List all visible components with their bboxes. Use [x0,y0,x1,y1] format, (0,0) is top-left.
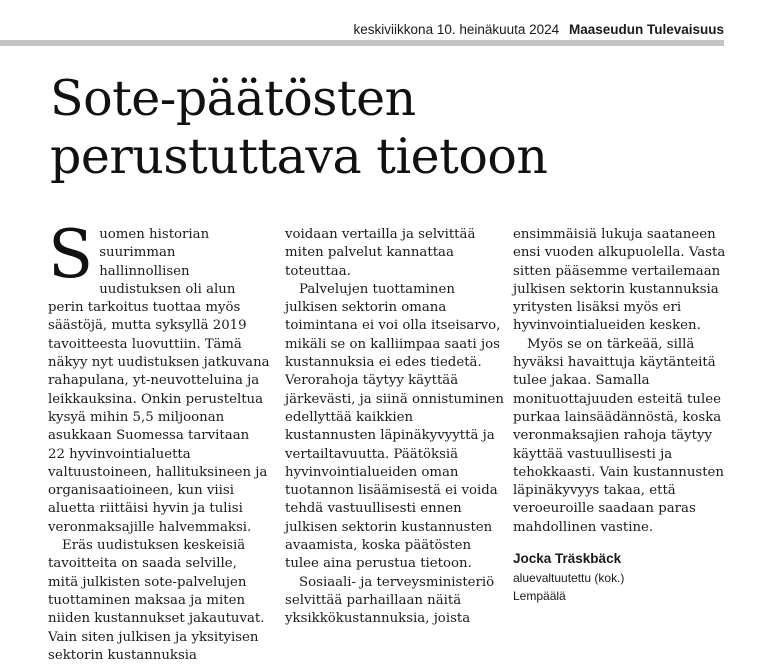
paragraph: Palvelujen tuottaminen julkisen sektorin omana toimintana ei voi olla itseisarvo, mikäli se on kalliimpaa saati jos kustannuksia ei edes tiedetä. Verorahoja täytyy käyttää järkevästi, ja siinä onnistuminen edellyttää kaikkien kustannusten läpinäkyvyyttä ja vertailtavuutta. Päätöksiä hyvinvointialueiden oman tuotannon lisäämisestä ei voida tehdä vastuullisesti ennen julkisen sektorin kustannusten avaamista, koska päätösten tulee aina perustua tietoon. [285,281,504,572]
issue-date: keskiviikkona 10. heinäkuuta 2024 [353,22,560,37]
headline-line-2: perustuttava tietoon [50,128,548,185]
header-rule [0,40,724,46]
paragraph [48,216,270,537]
author-role: aluevaltuutettu (kok.) [513,571,625,586]
article-headline [50,70,740,186]
author-location: Lempäälä [513,589,566,604]
headline-line-1: Sote-päätösten [50,70,416,127]
author-name: Jocka Träskbäck [513,551,622,567]
publication-name: Maaseudun Tulevaisuus [568,22,724,37]
paragraph: Sosiaali- ja terveysministeriö selvittää parhaillaan näitä yksikkökustannuksia, joista [285,574,495,627]
drop-cap: S [48,216,94,293]
article-column-2 [285,226,507,629]
paragraph: ensimmäisiä lukuja saataneen ensi vuoden alkupuolella. Vasta sitten pääsemme vertailemaan julkisen sektorin kustannuksia yritysten lisäksi myös eri hyvinvointialueiden kesken. [513,227,726,334]
paragraph: Eräs uudistuksen keskeisiä tavoitteita on saada selville, mitä julkisten sote-palvelujen tuottaminen maksaa ja miten niiden kustannukset jakautuvat. Vain siten julkisen ja yksityisen sektorin kustannuksia [48,538,265,663]
article-column-1 [48,216,270,665]
paragraph: voidaan vertailla ja selvittää miten palvelut kannattaa toteuttaa. [285,227,476,279]
paragraph-text: uomen historian suurimman hallinnollisen uudistuksen oli alun perin tarkoitus tuottaa myös säästöjä, mutta syksyllä 2019 tavoitteesta luovuttiin. Tämä näkyy nyt uudistuksen jatkuvana rahapulana, yt-neuvotteluina ja leikkauksina. Onkin perusteltua kysyä mihin 5,5 miljoonan asukkaan Suomessa tarvitaan 22 hyvinvointialuetta valtuustoineen, hallituksineen ja organisaatioineen, kun viisi aluetta riittäisi hyvin ja tulisi veronmaksajille halvemmaksi. [48,227,270,535]
author-signature [513,549,735,605]
page-header [354,20,724,40]
article-column-3 [513,226,735,605]
paragraph: Myös se on tärkeää, sillä hyväksi havaittuja käytänteitä tulee jakaa. Samalla monituottajuuden esteitä tulee purkaa lainsäädännöstä, koska veronmaksajien rahoja täytyy käyttää vastuullisesti ja tehokkaasti. Vain kustannusten läpinäkyvyys takaa, että veroeuroille saadaan paras mahdollinen vastine. [513,336,724,535]
